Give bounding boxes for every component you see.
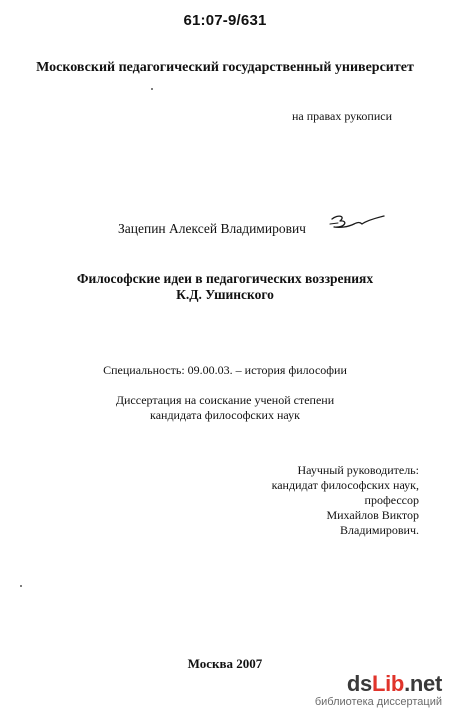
catalog-number: 61:07-9/631 xyxy=(183,12,267,29)
dissertation-title xyxy=(0,271,450,303)
city-year: Москва 2007 xyxy=(187,656,263,671)
advisor-line-3: профессор xyxy=(364,493,419,507)
logo-part-lib: Lib xyxy=(371,671,405,696)
scan-speck xyxy=(151,88,153,90)
logo-part-ds: ds xyxy=(346,671,372,696)
dslib-watermark[interactable] xyxy=(315,672,442,709)
logo-part-net: .net xyxy=(404,671,442,696)
degree-line-2: кандидата философских наук xyxy=(150,408,300,422)
watermark-tagline: библиотека диссертаций xyxy=(314,696,442,708)
dslib-logo[interactable] xyxy=(315,672,442,696)
manuscript-note: на правах рукописи xyxy=(292,109,392,123)
degree-statement xyxy=(0,393,450,423)
advisor-line-4: Михайлов Виктор xyxy=(326,508,419,522)
advisor-line-2: кандидат философских наук, xyxy=(271,478,419,492)
advisor-line-1: Научный руководитель: xyxy=(297,463,419,477)
title-line-1: Философские идеи в педагогических воззрениях xyxy=(76,271,374,286)
author-name: Зацепин Алексей Владимирович xyxy=(118,221,306,236)
degree-line-1: Диссертация на соискание ученой степени xyxy=(115,393,335,407)
scan-speck xyxy=(20,585,22,587)
university-name: Московский педагогический государственный университет xyxy=(36,60,414,75)
title-line-2: К.Д. Ушинского xyxy=(176,287,274,302)
specialty: Специальность: 09.00.03. – история философии xyxy=(103,363,347,377)
advisor-line-5: Владимирович. xyxy=(340,523,419,537)
author-signature xyxy=(326,210,386,240)
scientific-advisor xyxy=(272,463,419,538)
